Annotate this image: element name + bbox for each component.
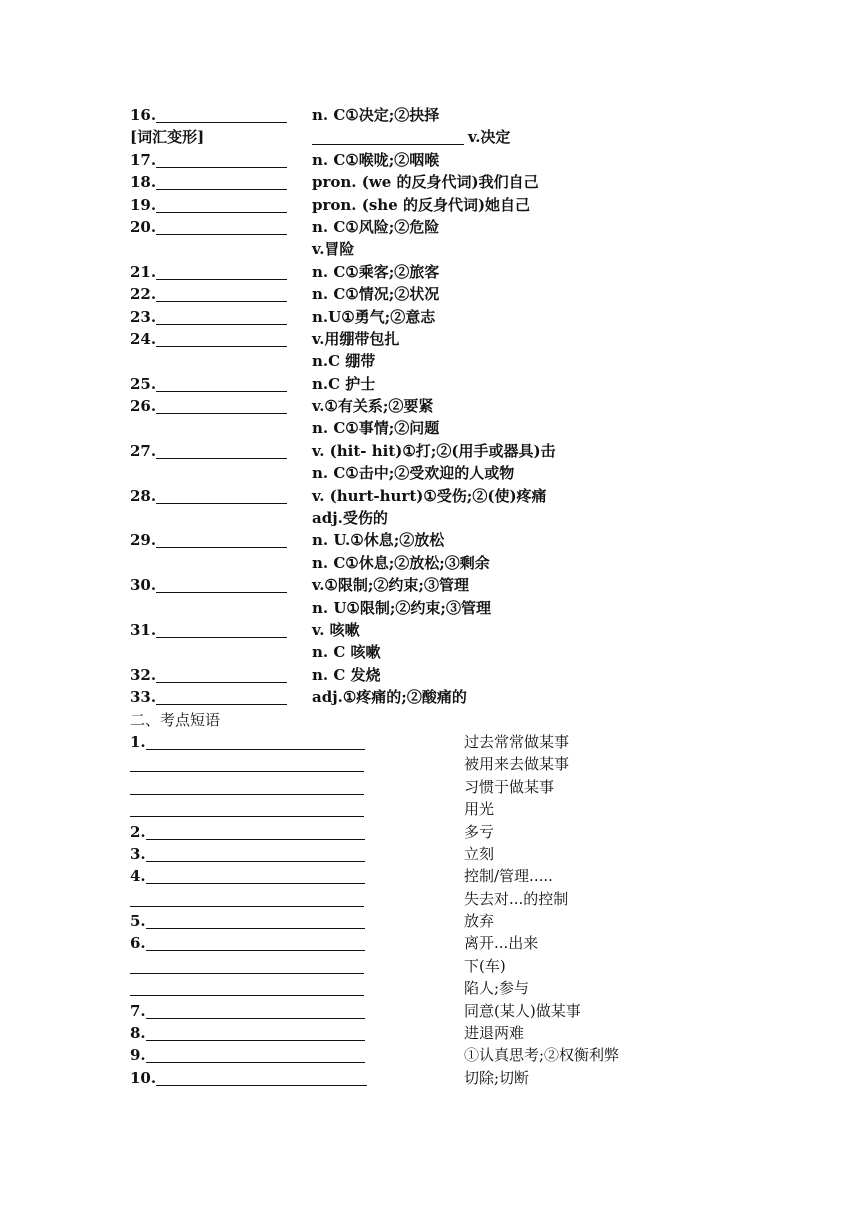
vocab-definition: n. C①击中;②受欢迎的人或物 xyxy=(312,464,515,483)
vocab-row xyxy=(130,597,750,619)
vocab-number xyxy=(130,440,287,462)
vocab-row xyxy=(130,417,750,439)
item-number: 25. xyxy=(130,374,157,393)
vocab-definition: n.U①勇气;②意志 xyxy=(312,307,436,326)
item-number: [词汇变形] xyxy=(130,128,205,147)
vocab-definition: v.①限制;②约束;③管理 xyxy=(312,576,469,595)
phrase-row xyxy=(130,932,750,954)
vocab-definition: n.C 绷带 xyxy=(312,352,376,371)
vocab-number xyxy=(130,104,287,126)
vocab-definition: n. C①风险;②危险 xyxy=(312,217,440,236)
item-number: 2. xyxy=(130,822,146,841)
vocab-definition: adj.①疼痛的;②酸痛的 xyxy=(312,688,467,707)
vocab-row xyxy=(130,395,750,417)
answer-blank[interactable] xyxy=(156,173,287,190)
item-number: 23. xyxy=(130,307,157,326)
item-number: 7. xyxy=(130,1001,146,1020)
phrase-meaning: 过去常常做某事 xyxy=(464,732,570,751)
answer-blank[interactable] xyxy=(156,397,287,414)
phrase-row xyxy=(130,977,750,999)
answer-blank[interactable] xyxy=(130,755,364,772)
answer-blank[interactable] xyxy=(146,733,365,750)
item-number: 24. xyxy=(130,329,157,348)
item-number: 31. xyxy=(130,620,157,639)
vocab-definition: v. (hurt-hurt)①受伤;②(使)疼痛 xyxy=(312,486,547,505)
vocab-definition: v. 咳嗽 xyxy=(312,620,360,639)
answer-blank[interactable] xyxy=(156,375,287,392)
item-number: 19. xyxy=(130,195,157,214)
vocabulary-list xyxy=(130,104,750,709)
phrase-meaning: 用光 xyxy=(464,800,495,819)
vocab-row xyxy=(130,171,750,193)
answer-blank[interactable] xyxy=(156,666,287,683)
phrase-meaning: 切除;切断 xyxy=(464,1068,530,1087)
vocab-row xyxy=(130,373,750,395)
phrase-meaning: 习惯于做某事 xyxy=(464,777,555,796)
phrase-meaning: 控制/管理..... xyxy=(464,867,553,886)
answer-blank[interactable] xyxy=(156,308,287,325)
vocab-row xyxy=(130,126,750,148)
vocab-number xyxy=(130,328,287,350)
phrase-meaning: 同意(某人)做某事 xyxy=(464,1001,581,1020)
answer-blank[interactable] xyxy=(130,957,364,974)
answer-blank[interactable] xyxy=(146,1046,365,1063)
vocab-definition: n. C①事情;②问题 xyxy=(312,419,440,438)
answer-blank[interactable] xyxy=(312,128,464,145)
vocab-row xyxy=(130,440,750,462)
phrase-row xyxy=(130,753,750,775)
vocab-definition: v.用绷带包扎 xyxy=(312,329,400,348)
answer-blank[interactable] xyxy=(156,285,287,302)
phrase-row xyxy=(130,798,750,820)
answer-blank[interactable] xyxy=(156,621,287,638)
answer-blank[interactable] xyxy=(146,867,365,884)
answer-blank[interactable] xyxy=(156,531,287,548)
phrase-meaning: 多亏 xyxy=(464,822,495,841)
vocab-definition: n. C①休息;②放松;③剩余 xyxy=(312,553,490,572)
answer-blank[interactable] xyxy=(130,890,364,907)
vocab-definition: n. C①喉咙;②咽喉 xyxy=(312,150,440,169)
phrase-meaning: 进退两难 xyxy=(464,1024,525,1043)
phrase-meaning: ①认真思考;②权衡利弊 xyxy=(464,1046,620,1065)
vocab-definition: v.①有关系;②要紧 xyxy=(312,397,434,416)
phrase-meaning: 立刻 xyxy=(464,844,495,863)
vocab-number xyxy=(130,373,287,395)
answer-blank[interactable] xyxy=(156,218,287,235)
phrase-meaning: 被用来去做某事 xyxy=(464,755,570,774)
vocab-row xyxy=(130,552,750,574)
section-2-heading xyxy=(130,709,750,731)
phrase-row xyxy=(130,955,750,977)
answer-blank[interactable] xyxy=(156,442,287,459)
item-number: 17. xyxy=(130,150,157,169)
answer-blank[interactable] xyxy=(156,330,287,347)
vocab-row xyxy=(130,261,750,283)
vocab-row xyxy=(130,664,750,686)
vocab-definition: n. C①情况;②状况 xyxy=(312,285,440,304)
item-number: 10. xyxy=(130,1068,157,1087)
phrase-meaning: 陷人;参与 xyxy=(464,979,530,998)
answer-blank[interactable] xyxy=(146,845,365,862)
phrase-meaning: 下(车) xyxy=(464,956,506,975)
vocab-row xyxy=(130,104,750,126)
vocab-definition: v.决定 xyxy=(468,128,511,147)
vocab-definition: n. C 咳嗽 xyxy=(312,643,381,662)
item-number: 3. xyxy=(130,844,146,863)
answer-blank[interactable] xyxy=(156,688,287,705)
vocab-definition: n. C①乘客;②旅客 xyxy=(312,262,440,281)
answer-blank[interactable] xyxy=(130,800,364,817)
phrase-list xyxy=(130,731,750,1089)
answer-blank[interactable] xyxy=(156,487,287,504)
vocab-row xyxy=(130,574,750,596)
phrase-row xyxy=(130,843,750,865)
vocab-row xyxy=(130,641,750,663)
item-number: 32. xyxy=(130,665,157,684)
vocab-row xyxy=(130,216,750,238)
item-number: 28. xyxy=(130,486,157,505)
phrase-row xyxy=(130,1022,750,1044)
vocab-row xyxy=(130,328,750,350)
vocab-definition: n. C 发烧 xyxy=(312,665,381,684)
vocab-row xyxy=(130,529,750,551)
item-number: 18. xyxy=(130,173,157,192)
answer-blank[interactable] xyxy=(156,576,287,593)
vocab-row xyxy=(130,283,750,305)
vocab-definition: pron. (she 的反身代词)她自己 xyxy=(312,195,531,214)
answer-blank[interactable] xyxy=(156,1069,367,1086)
vocab-number xyxy=(130,283,287,305)
vocab-row xyxy=(130,350,750,372)
vocab-definition: pron. (we 的反身代词)我们自己 xyxy=(312,173,539,192)
vocab-row xyxy=(130,485,750,507)
vocab-number xyxy=(130,261,287,283)
phrase-row xyxy=(130,1067,750,1089)
vocab-definition: adj.受伤的 xyxy=(312,509,388,528)
vocab-row xyxy=(130,462,750,484)
phrase-meaning: 放弃 xyxy=(464,912,495,931)
item-number: 8. xyxy=(130,1024,146,1043)
vocab-row xyxy=(130,194,750,216)
item-number: 30. xyxy=(130,576,157,595)
item-number: 27. xyxy=(130,441,157,460)
vocab-row xyxy=(130,149,750,171)
vocab-row xyxy=(130,306,750,328)
answer-blank[interactable] xyxy=(130,979,364,996)
item-number: 9. xyxy=(130,1046,146,1065)
phrase-meaning: 离开...出来 xyxy=(464,934,539,953)
answer-blank[interactable] xyxy=(156,106,287,123)
vocab-number xyxy=(130,574,287,596)
item-number: 26. xyxy=(130,397,157,416)
item-number: 16. xyxy=(130,106,157,124)
vocab-number xyxy=(130,126,204,148)
item-number: 21. xyxy=(130,262,157,281)
vocab-definition: n.C 护士 xyxy=(312,374,376,393)
vocab-definition: n. U①限制;②约束;③管理 xyxy=(312,598,491,617)
answer-blank[interactable] xyxy=(156,263,287,280)
answer-blank[interactable] xyxy=(146,934,365,951)
vocab-number xyxy=(130,171,287,193)
vocab-row xyxy=(130,619,750,641)
phrase-row xyxy=(130,888,750,910)
answer-blank[interactable] xyxy=(156,196,287,213)
answer-blank[interactable] xyxy=(156,151,287,168)
item-number: 6. xyxy=(130,934,146,953)
vocab-number xyxy=(130,529,287,551)
item-number: 33. xyxy=(130,688,157,707)
vocab-number xyxy=(130,194,287,216)
vocab-row xyxy=(130,238,750,260)
item-number: 20. xyxy=(130,217,157,236)
phrase-row xyxy=(130,865,750,887)
answer-blank[interactable] xyxy=(130,778,364,795)
phrase-row xyxy=(130,1000,750,1022)
vocab-definition: v. (hit- hit)①打;②(用手或器具)击 xyxy=(312,441,556,460)
phrase-row xyxy=(130,910,750,932)
item-number: 5. xyxy=(130,912,146,931)
item-number: 4. xyxy=(130,867,146,886)
vocab-definition: n. C①决定;②抉择 xyxy=(312,106,440,124)
vocab-number xyxy=(130,395,287,417)
answer-blank[interactable] xyxy=(146,1002,365,1019)
vocab-row xyxy=(130,507,750,529)
answer-blank[interactable] xyxy=(146,823,365,840)
vocab-number xyxy=(130,619,287,641)
item-number: 29. xyxy=(130,531,157,550)
answer-blank[interactable] xyxy=(146,1024,365,1041)
vocab-row xyxy=(130,686,750,708)
vocab-number xyxy=(130,149,287,171)
phrase-row xyxy=(130,776,750,798)
section-title: 二、考点短语 xyxy=(130,710,221,729)
vocab-number xyxy=(130,686,287,708)
vocab-number xyxy=(130,664,287,686)
vocab-number xyxy=(130,485,287,507)
item-number: 22. xyxy=(130,285,157,304)
phrase-row xyxy=(130,731,750,753)
phrase-meaning: 失去对...的控制 xyxy=(464,889,569,908)
vocab-definition: v.冒险 xyxy=(312,240,355,259)
answer-blank[interactable] xyxy=(146,912,365,929)
phrase-row xyxy=(130,1044,750,1066)
item-number: 1. xyxy=(130,732,146,751)
vocab-definition: n. U.①休息;②放松 xyxy=(312,531,445,550)
vocab-number xyxy=(130,216,287,238)
phrase-row xyxy=(130,821,750,843)
vocab-number xyxy=(130,306,287,328)
worksheet xyxy=(130,104,750,1089)
